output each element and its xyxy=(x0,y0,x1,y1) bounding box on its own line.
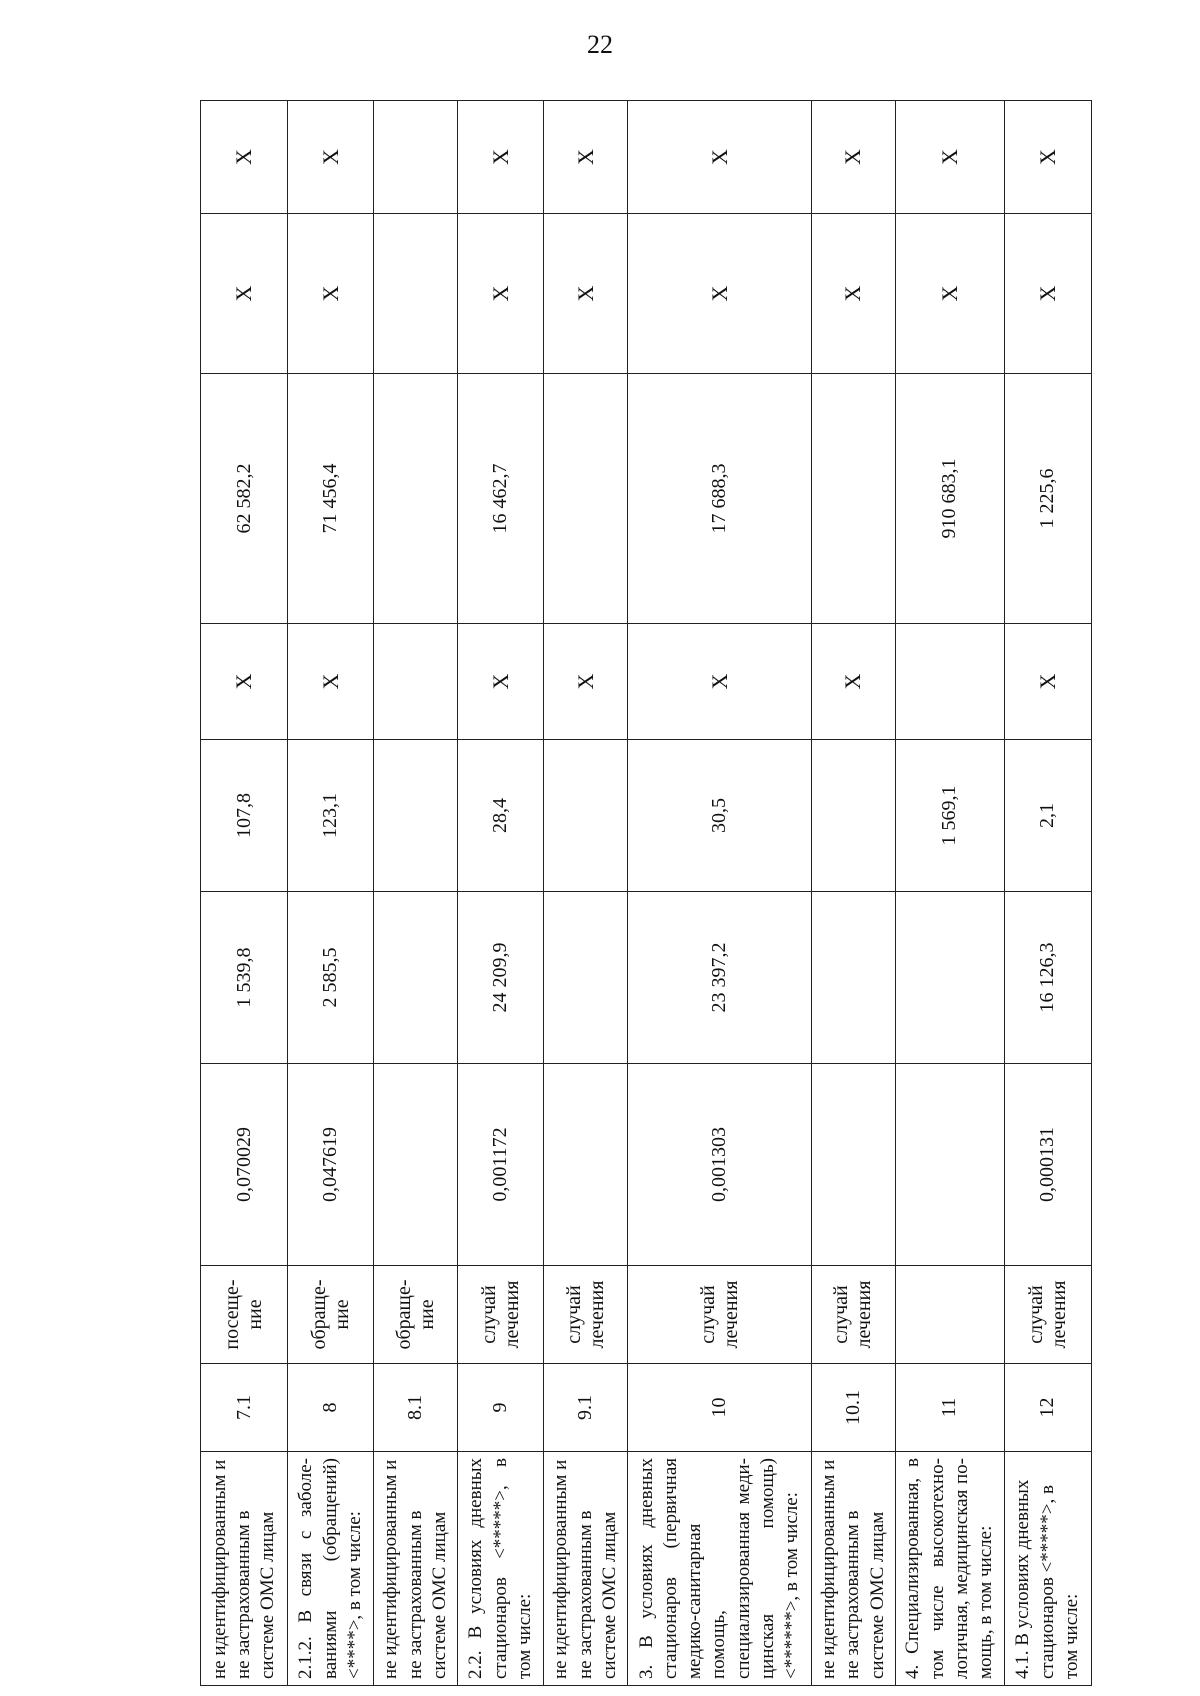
table-cell-v3 xyxy=(544,740,628,892)
table-cell-unit: случай лечения xyxy=(628,1266,812,1364)
table-cell-v5: 910 683,1 xyxy=(895,374,1004,624)
page-number: 22 xyxy=(587,30,613,59)
table-cell-v4 xyxy=(374,624,458,740)
table-cell-v3: 1 569,1 xyxy=(895,740,1004,892)
table-cell-v5: 71 456,4 xyxy=(288,374,374,624)
table-cell-name: 2.2. В условиях дневных стационаров <*****>, в том числе: xyxy=(458,1452,544,1686)
table-cell-v7: Х xyxy=(458,101,544,214)
table-cell-v2: 1 539,8 xyxy=(201,892,288,1064)
table-cell-v6: Х xyxy=(895,214,1004,374)
table-cell-v2 xyxy=(544,892,628,1064)
table-cell-num: 9 xyxy=(458,1364,544,1452)
table-cell-v6: Х xyxy=(544,214,628,374)
table-cell-unit: случай лечения xyxy=(811,1266,895,1364)
table-row xyxy=(1004,101,1091,1686)
table-cell-num: 8 xyxy=(288,1364,374,1452)
table-cell-num: 7.1 xyxy=(201,1364,288,1452)
table-cell-v2: 2 585,5 xyxy=(288,892,374,1064)
table-cell-v2 xyxy=(374,892,458,1064)
table-cell-unit: обраще-ние xyxy=(374,1266,458,1364)
table-row xyxy=(201,101,288,1686)
table-cell-v1: 0,047619 xyxy=(288,1064,374,1266)
table-cell-v7: Х xyxy=(1004,101,1091,214)
table-cell-v6: Х xyxy=(288,214,374,374)
table-cell-name: не идентифицированным и не застрахованным в системе ОМС лицам xyxy=(374,1452,458,1686)
table-cell-unit: посеще-ние xyxy=(201,1266,288,1364)
table-cell-v4: Х xyxy=(201,624,288,740)
table-cell-v5 xyxy=(544,374,628,624)
table-cell-v1 xyxy=(895,1064,1004,1266)
table-row xyxy=(374,101,458,1686)
table-cell-v3 xyxy=(374,740,458,892)
table-cell-v2: 23 397,2 xyxy=(628,892,812,1064)
table-cell-v3: 123,1 xyxy=(288,740,374,892)
table-cell-name: не идентифицированным и не застрахованным в системе ОМС лицам xyxy=(201,1452,288,1686)
table-cell-v3 xyxy=(811,740,895,892)
table-cell-unit: случай лечения xyxy=(1004,1266,1091,1364)
table-cell-v5: 17 688,3 xyxy=(628,374,812,624)
table-cell-v5: 16 462,7 xyxy=(458,374,544,624)
table-cell-num: 12 xyxy=(1004,1364,1091,1452)
table-cell-name: не идентифицированным и не застрахованным в системе ОМС лицам xyxy=(811,1452,895,1686)
table-cell-v4: Х xyxy=(544,624,628,740)
table-cell-v5 xyxy=(374,374,458,624)
table-cell-v2: 16 126,3 xyxy=(1004,892,1091,1064)
table-cell-v3: 107,8 xyxy=(201,740,288,892)
table-cell-v3: 28,4 xyxy=(458,740,544,892)
table-cell-num: 8.1 xyxy=(374,1364,458,1452)
table-cell-v1: 0,001172 xyxy=(458,1064,544,1266)
table-cell-name: не идентифицированным и не застрахованным в системе ОМС лицам xyxy=(544,1452,628,1686)
table-cell-v4: Х xyxy=(811,624,895,740)
table-cell-v4: Х xyxy=(458,624,544,740)
table-cell-v3: 2,1 xyxy=(1004,740,1091,892)
rotated-table-container xyxy=(200,101,1092,1686)
table-cell-v7: Х xyxy=(544,101,628,214)
table-cell-v2: 24 209,9 xyxy=(458,892,544,1064)
table-row xyxy=(544,101,628,1686)
table-cell-unit: случай лечения xyxy=(544,1266,628,1364)
table-row xyxy=(628,101,812,1686)
table-row xyxy=(811,101,895,1686)
table-cell-v4: Х xyxy=(628,624,812,740)
table-row xyxy=(458,101,544,1686)
table-cell-v7: Х xyxy=(288,101,374,214)
table-cell-v7: Х xyxy=(811,101,895,214)
table-cell-v1: 0,001303 xyxy=(628,1064,812,1266)
table-cell-unit: обраще-ние xyxy=(288,1266,374,1364)
table-cell-num: 11 xyxy=(895,1364,1004,1452)
table-cell-name: 4. Специализированная, в том числе высокотехно-логичная, медицинская по-мощь, в том числе: xyxy=(895,1452,1004,1686)
table-cell-v1 xyxy=(811,1064,895,1266)
table-cell-v6 xyxy=(374,214,458,374)
table-cell-num: 10 xyxy=(628,1364,812,1452)
table-cell-v7 xyxy=(374,101,458,214)
table-cell-v2 xyxy=(811,892,895,1064)
table-cell-v1: 0,070029 xyxy=(201,1064,288,1266)
table-cell-v6: Х xyxy=(811,214,895,374)
table-cell-num: 9.1 xyxy=(544,1364,628,1452)
table-cell-v7: Х xyxy=(628,101,812,214)
table-cell-unit: случай лечения xyxy=(458,1266,544,1364)
table-cell-name: 3. В условиях дневных стационаров (первичная медико-санитарная помощь, специализированная меди-цинская помощь) <******>, в том числе: xyxy=(628,1452,812,1686)
table-cell-v4: Х xyxy=(1004,624,1091,740)
table-row xyxy=(288,101,374,1686)
table-cell-num: 10.1 xyxy=(811,1364,895,1452)
table-cell-v3: 30,5 xyxy=(628,740,812,892)
table-cell-v4: Х xyxy=(288,624,374,740)
table-cell-v6: Х xyxy=(628,214,812,374)
table-row xyxy=(895,101,1004,1686)
table-cell-v6: Х xyxy=(1004,214,1091,374)
table-cell-v1 xyxy=(544,1064,628,1266)
table-cell-v1: 0,000131 xyxy=(1004,1064,1091,1266)
financing-table xyxy=(200,100,1092,1686)
table-cell-name: 4.1. В условиях дневных стационаров <*****>, в том числе: xyxy=(1004,1452,1091,1686)
table-cell-unit xyxy=(895,1266,1004,1364)
table-cell-v6: Х xyxy=(201,214,288,374)
table-cell-v1 xyxy=(374,1064,458,1266)
table-cell-v2 xyxy=(895,892,1004,1064)
table-cell-v5: 62 582,2 xyxy=(201,374,288,624)
table-cell-v7: Х xyxy=(201,101,288,214)
table-cell-v5: 1 225,6 xyxy=(1004,374,1091,624)
table-cell-v4 xyxy=(895,624,1004,740)
table-cell-v7: Х xyxy=(895,101,1004,214)
table-cell-v5 xyxy=(811,374,895,624)
table-cell-v6: Х xyxy=(458,214,544,374)
table-cell-name: 2.1.2. В связи с заболе-ваниями (обращений) <****>, в том числе: xyxy=(288,1452,374,1686)
